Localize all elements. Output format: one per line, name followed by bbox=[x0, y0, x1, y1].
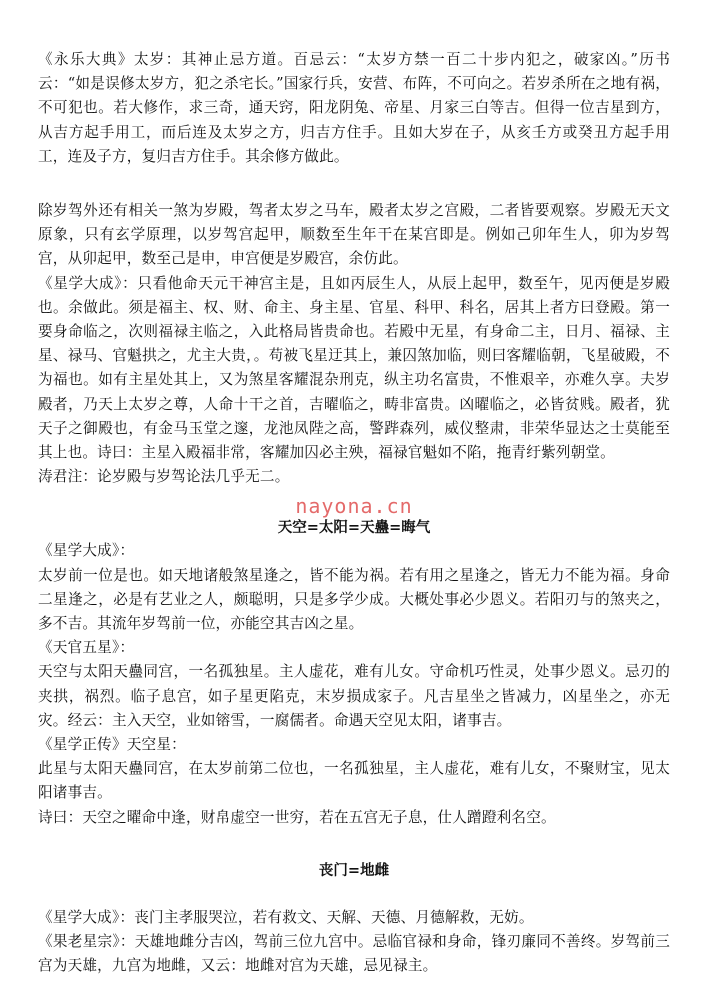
source-xingxue-zhengzhuan: 《星学正传》天空星： bbox=[38, 736, 186, 754]
section-gap bbox=[38, 830, 670, 860]
paragraph-tiankong-2: 天空与太阳天蠱同宫，一名孤独星。主人虚花，难有儿女。守命机巧性灵，处事少恩义。忌刃的夹拱，祸烈。临子息宫，如子星更陷克，末岁损成家子。凡吉星坐之皆减力，凶星坐之，亦无灾。经云：主入天空，业如镕雪，一腐儒者。命遇天空见太阳，诸事吉。 bbox=[38, 663, 670, 729]
document-page bbox=[38, 0, 670, 979]
poem-tiankong: 诗曰：天空之曜命中逢，财帛虚空一世穷，若在五宫无子息，仕人蹭蹬利名空。 bbox=[38, 808, 556, 826]
paragraph-suidian-intro: 除岁驾外还有相关一煞为岁殿，驾者太岁之马车，殿者太岁之宫殿，二者皆要观察。岁殿无天文原象，只有玄学原理，以岁驾宫起甲，顺数至生年干在某宫即是。例如己卯年生人，卯为岁驾宫，从卯起甲，数至己是申，申宫便是岁殿宫，余仿此。 bbox=[38, 202, 670, 268]
paragraph-tiankong-1: 太岁前一位是也。如天地诸般煞星逢之，皆不能为祸。若有用之星逢之，皆无力不能为福。身命二星逢之，必是有艺业之人，颇聪明，只是多学少成。大概处事必少恩义。若阳刃与的煞夹之，多不吉。其流年岁驾前一位，亦能空其吉凶之星。 bbox=[38, 566, 670, 633]
paragraph-tiankong-3: 此星与太阳天蠱同宫，在太岁前第二位也，一名孤独星，主人虚花，难有儿女，不聚财宝，见太阳诸事吉。 bbox=[38, 760, 670, 802]
watermark: nayona.cn bbox=[295, 494, 413, 519]
paragraph-taojun-note: 涛君注：论岁殿与岁驾论法几乎无二。 bbox=[38, 468, 290, 486]
section-gap bbox=[38, 882, 670, 906]
paragraph-gap bbox=[38, 169, 670, 199]
paragraph-sangmen-1: 《星学大成》：丧门主孝服哭泣，若有救文、天解、天德、月德解救，无妨。 bbox=[38, 908, 534, 926]
paragraph-sangmen-2: 《果老星宗》：天雄地雌分吉凶，驾前三位九宫中。忌临官禄和身命，锋刃廉同不善终。岁驾前三宫为天雄，九宫为地雌，又云：地雌对宫为天雄，忌见禄主。 bbox=[38, 933, 670, 975]
section-heading-sangmen: 丧门=地雌 bbox=[318, 862, 390, 879]
top-margin bbox=[38, 0, 670, 48]
paragraph-xingxue-dacheng: 《星学大成》：只看他命天元干神宫主是，且如丙辰生人，从辰上起甲，数至午，见丙便是岁殿也。余做此。须是福主、权、财、命主、身主星、官星、科甲、科名，居其上者方曰登殿。第一要身命临之，次则福禄主临之，入此格局皆贵命也。若殿中无星，有身命二主，日月、福禄、主星、禄马、官魁拱之，尤主大贵，。苟被飞星迂其上，兼囚煞加临，则曰客耀临朝，飞星破殿，不为福也。如有主星处其上，又为煞星客耀混杂刑克，纵主功名富贵，不惟艰辛，亦难久享。夫岁殿者，乃天上太岁之尊，人命十干之首，吉曜临之，畴非富贵。凶曜临之，必皆贫贱。殿者，犹天子之御殿也，有金马玉堂之邃，龙池凤陛之高，警跸森列，威仪整肃，非荣华显达之士莫能至其上也。诗曰：主星入殿福非常，客耀加囚必主殃，福禄官魁如不陷，拖青纡紫列朝堂。 bbox=[38, 274, 670, 462]
section-heading-tiankong: 天空=太阳=天蠱=晦气 bbox=[277, 520, 431, 537]
source-xingxue-dacheng: 《星学大成》： bbox=[38, 542, 135, 560]
source-tianguan-wuxing: 《天官五星》： bbox=[38, 639, 135, 657]
paragraph-yongle-dadian: 《永乐大典》太岁：其神止忌方道。百忌云：“太岁方禁一百二十步内犯之，破家凶。”历书云：“如是误修太岁方，犯之杀宅长。”国家行兵，安营、布阵，不可向之。若岁杀所在之地有祸，不可犯也。若大修作，求三奇，通天窍，阳龙阴兔、帝星、月家三白等吉。但得一位吉星到方，从吉方起手用工，而后连及太岁之方，归吉方住手。且如大岁在子，从亥壬方或癸丑方起手用工，连及子方，复归吉方住手。其余修方做此。 bbox=[38, 51, 670, 165]
